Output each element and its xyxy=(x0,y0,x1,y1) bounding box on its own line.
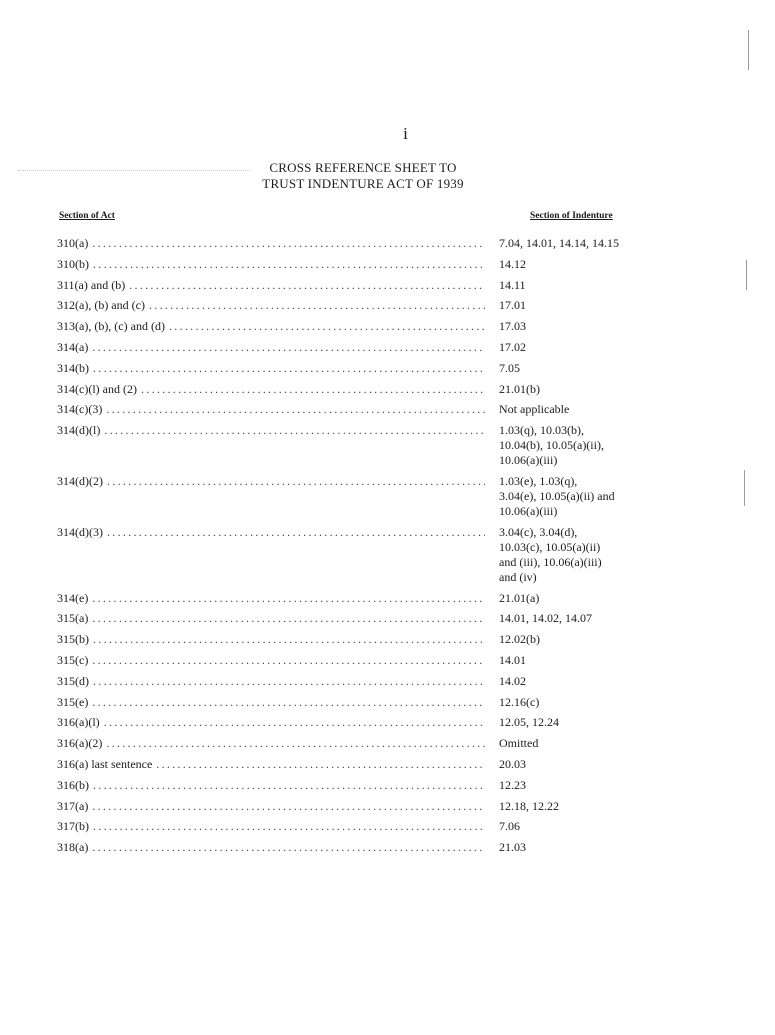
dot-leader xyxy=(93,674,485,689)
table-row xyxy=(57,757,697,772)
section-of-indenture-cell: 12.23 xyxy=(499,777,526,792)
section-of-act-label: 314(a) xyxy=(57,339,89,354)
section-of-act-label: 314(d)(3) xyxy=(57,524,103,539)
section-of-act-label: 315(a) xyxy=(57,611,89,626)
dot-leader xyxy=(93,257,485,272)
table-row xyxy=(57,736,697,751)
dot-leader xyxy=(104,423,485,438)
scan-edge-mark xyxy=(744,470,745,506)
section-of-act-label: 316(a) last sentence xyxy=(57,756,153,771)
section-of-act-cell xyxy=(57,653,485,668)
header-section-of-indenture: Section of Indenture xyxy=(530,211,613,221)
section-of-act-cell xyxy=(57,474,485,489)
section-of-indenture-cell: 12.05, 12.24 xyxy=(499,715,559,730)
cross-reference-table xyxy=(57,236,697,861)
section-of-act-label: 316(a)(2) xyxy=(57,736,103,751)
table-row xyxy=(57,840,697,855)
section-of-act-cell xyxy=(57,298,485,313)
dot-leader xyxy=(92,799,485,814)
section-of-indenture-cell: Omitted xyxy=(499,736,539,751)
dot-leader xyxy=(106,402,485,417)
section-of-act-cell xyxy=(57,278,485,293)
section-of-act-label: 313(a), (b), (c) and (d) xyxy=(57,319,165,334)
section-of-act-cell xyxy=(57,695,485,710)
section-of-indenture-cell: 14.01, 14.02, 14.07 xyxy=(499,611,592,626)
section-of-indenture-cell: 1.03(e), 1.03(q), 3.04(e), 10.05(a)(ii) and 10.06(a)(iii) xyxy=(499,473,615,518)
section-of-indenture-cell: 20.03 xyxy=(499,756,526,771)
dot-leader xyxy=(149,298,485,313)
dot-leader xyxy=(93,819,485,834)
dot-leader xyxy=(92,236,485,251)
table-row xyxy=(57,525,697,585)
section-of-act-cell xyxy=(57,402,485,417)
table-row xyxy=(57,799,697,814)
section-of-act-label: 317(b) xyxy=(57,819,89,834)
dot-leader xyxy=(92,591,485,606)
table-row xyxy=(57,611,697,626)
section-of-indenture-cell: 7.06 xyxy=(499,819,520,834)
section-of-act-label: 315(d) xyxy=(57,673,89,688)
section-of-act-label: 312(a), (b) and (c) xyxy=(57,298,145,313)
section-of-indenture-cell: 21.01(b) xyxy=(499,381,540,396)
table-row xyxy=(57,319,697,334)
document-title xyxy=(248,160,478,192)
dot-leader xyxy=(104,715,485,730)
section-of-indenture-cell: 14.01 xyxy=(499,652,526,667)
section-of-act-cell xyxy=(57,361,485,376)
section-of-act-cell xyxy=(57,340,485,355)
table-row xyxy=(57,674,697,689)
dot-leader xyxy=(141,382,485,397)
section-of-act-label: 316(b) xyxy=(57,777,89,792)
section-of-indenture-cell: 7.04, 14.01, 14.14, 14.15 xyxy=(499,236,619,250)
section-of-act-label: 317(a) xyxy=(57,798,89,813)
section-of-act-cell xyxy=(57,840,485,855)
section-of-indenture-cell: 14.12 xyxy=(499,256,526,271)
section-of-act-label: 315(b) xyxy=(57,632,89,647)
section-of-act-label: 310(b) xyxy=(57,256,89,271)
section-of-indenture-cell: 14.02 xyxy=(499,673,526,688)
section-of-act-cell xyxy=(57,319,485,334)
title-line-2: TRUST INDENTURE ACT OF 1939 xyxy=(262,176,464,191)
section-of-indenture-cell: 3.04(c), 3.04(d), 10.03(c), 10.05(a)(ii) and (iii), 10.06(a)(iii) and (iv) xyxy=(499,524,602,584)
dot-leader xyxy=(106,736,485,751)
section-of-act-cell xyxy=(57,819,485,834)
header-section-of-act: Section of Act xyxy=(59,211,115,221)
section-of-act-label: 316(a)(l) xyxy=(57,715,100,730)
section-of-act-label: 314(b) xyxy=(57,360,89,375)
section-of-indenture-cell: 12.16(c) xyxy=(499,694,540,709)
title-line-1: CROSS REFERENCE SHEET TO xyxy=(269,160,457,175)
page-number: i xyxy=(403,124,408,143)
dot-leader xyxy=(92,653,485,668)
section-of-indenture-cell: 12.18, 12.22 xyxy=(499,798,559,813)
table-row xyxy=(57,653,697,668)
section-of-act-cell xyxy=(57,423,485,438)
section-of-act-label: 314(c)(3) xyxy=(57,402,103,417)
dot-leader xyxy=(107,474,485,489)
section-of-act-cell xyxy=(57,736,485,751)
section-of-act-cell xyxy=(57,715,485,730)
section-of-act-label: 314(d)(2) xyxy=(57,473,103,488)
table-row xyxy=(57,402,697,417)
section-of-act-cell xyxy=(57,382,485,397)
scan-noise-line xyxy=(18,170,250,171)
section-of-act-label: 311(a) and (b) xyxy=(57,277,126,292)
section-of-indenture-cell: 7.05 xyxy=(499,360,520,375)
section-of-indenture-cell: 1.03(q), 10.03(b), 10.04(b), 10.05(a)(ii), 10.06(a)(iii) xyxy=(499,423,604,468)
section-of-act-cell xyxy=(57,799,485,814)
section-of-act-cell xyxy=(57,674,485,689)
dot-leader xyxy=(93,361,485,376)
dot-leader xyxy=(93,632,485,647)
section-of-act-label: 318(a) xyxy=(57,840,89,855)
section-of-act-label: 314(e) xyxy=(57,590,89,605)
dot-leader xyxy=(92,340,485,355)
scan-edge-mark xyxy=(748,30,749,70)
table-row xyxy=(57,278,697,293)
section-of-indenture-cell: 17.02 xyxy=(499,339,526,354)
section-of-act-cell xyxy=(57,757,485,772)
section-of-act-cell xyxy=(57,611,485,626)
section-of-indenture-cell: 21.01(a) xyxy=(499,590,540,605)
section-of-act-cell xyxy=(57,236,485,251)
dot-leader xyxy=(92,840,485,855)
scan-edge-mark xyxy=(746,260,747,290)
table-row xyxy=(57,236,697,251)
table-row xyxy=(57,361,697,376)
section-of-act-label: 315(e) xyxy=(57,694,89,709)
section-of-act-cell xyxy=(57,591,485,606)
table-row xyxy=(57,715,697,730)
section-of-indenture-cell: 21.03 xyxy=(499,840,526,855)
section-of-act-label: 314(c)(l) and (2) xyxy=(57,381,137,396)
section-of-indenture-cell: 17.01 xyxy=(499,298,526,313)
table-row xyxy=(57,474,697,519)
dot-leader xyxy=(169,319,485,334)
section-of-act-label: 315(c) xyxy=(57,652,89,667)
table-row xyxy=(57,423,697,468)
section-of-act-label: 314(d)(l) xyxy=(57,423,101,438)
table-row xyxy=(57,340,697,355)
section-of-act-cell xyxy=(57,778,485,793)
section-of-act-cell xyxy=(57,525,485,540)
dot-leader xyxy=(92,611,485,626)
table-row xyxy=(57,382,697,397)
section-of-indenture-cell: 14.11 xyxy=(499,277,526,292)
dot-leader xyxy=(129,278,485,293)
table-row xyxy=(57,778,697,793)
table-row xyxy=(57,632,697,647)
section-of-indenture-cell: 12.02(b) xyxy=(499,632,540,647)
dot-leader xyxy=(156,757,485,772)
table-row xyxy=(57,257,697,272)
table-row xyxy=(57,695,697,710)
table-row xyxy=(57,298,697,313)
section-of-act-cell xyxy=(57,257,485,272)
section-of-indenture-cell: 17.03 xyxy=(499,319,526,334)
section-of-indenture-cell: Not applicable xyxy=(499,402,570,417)
table-row xyxy=(57,591,697,606)
section-of-act-label: 310(a) xyxy=(57,236,89,250)
table-row xyxy=(57,819,697,834)
dot-leader xyxy=(92,695,485,710)
section-of-act-cell xyxy=(57,632,485,647)
dot-leader xyxy=(107,525,485,540)
dot-leader xyxy=(93,778,485,793)
